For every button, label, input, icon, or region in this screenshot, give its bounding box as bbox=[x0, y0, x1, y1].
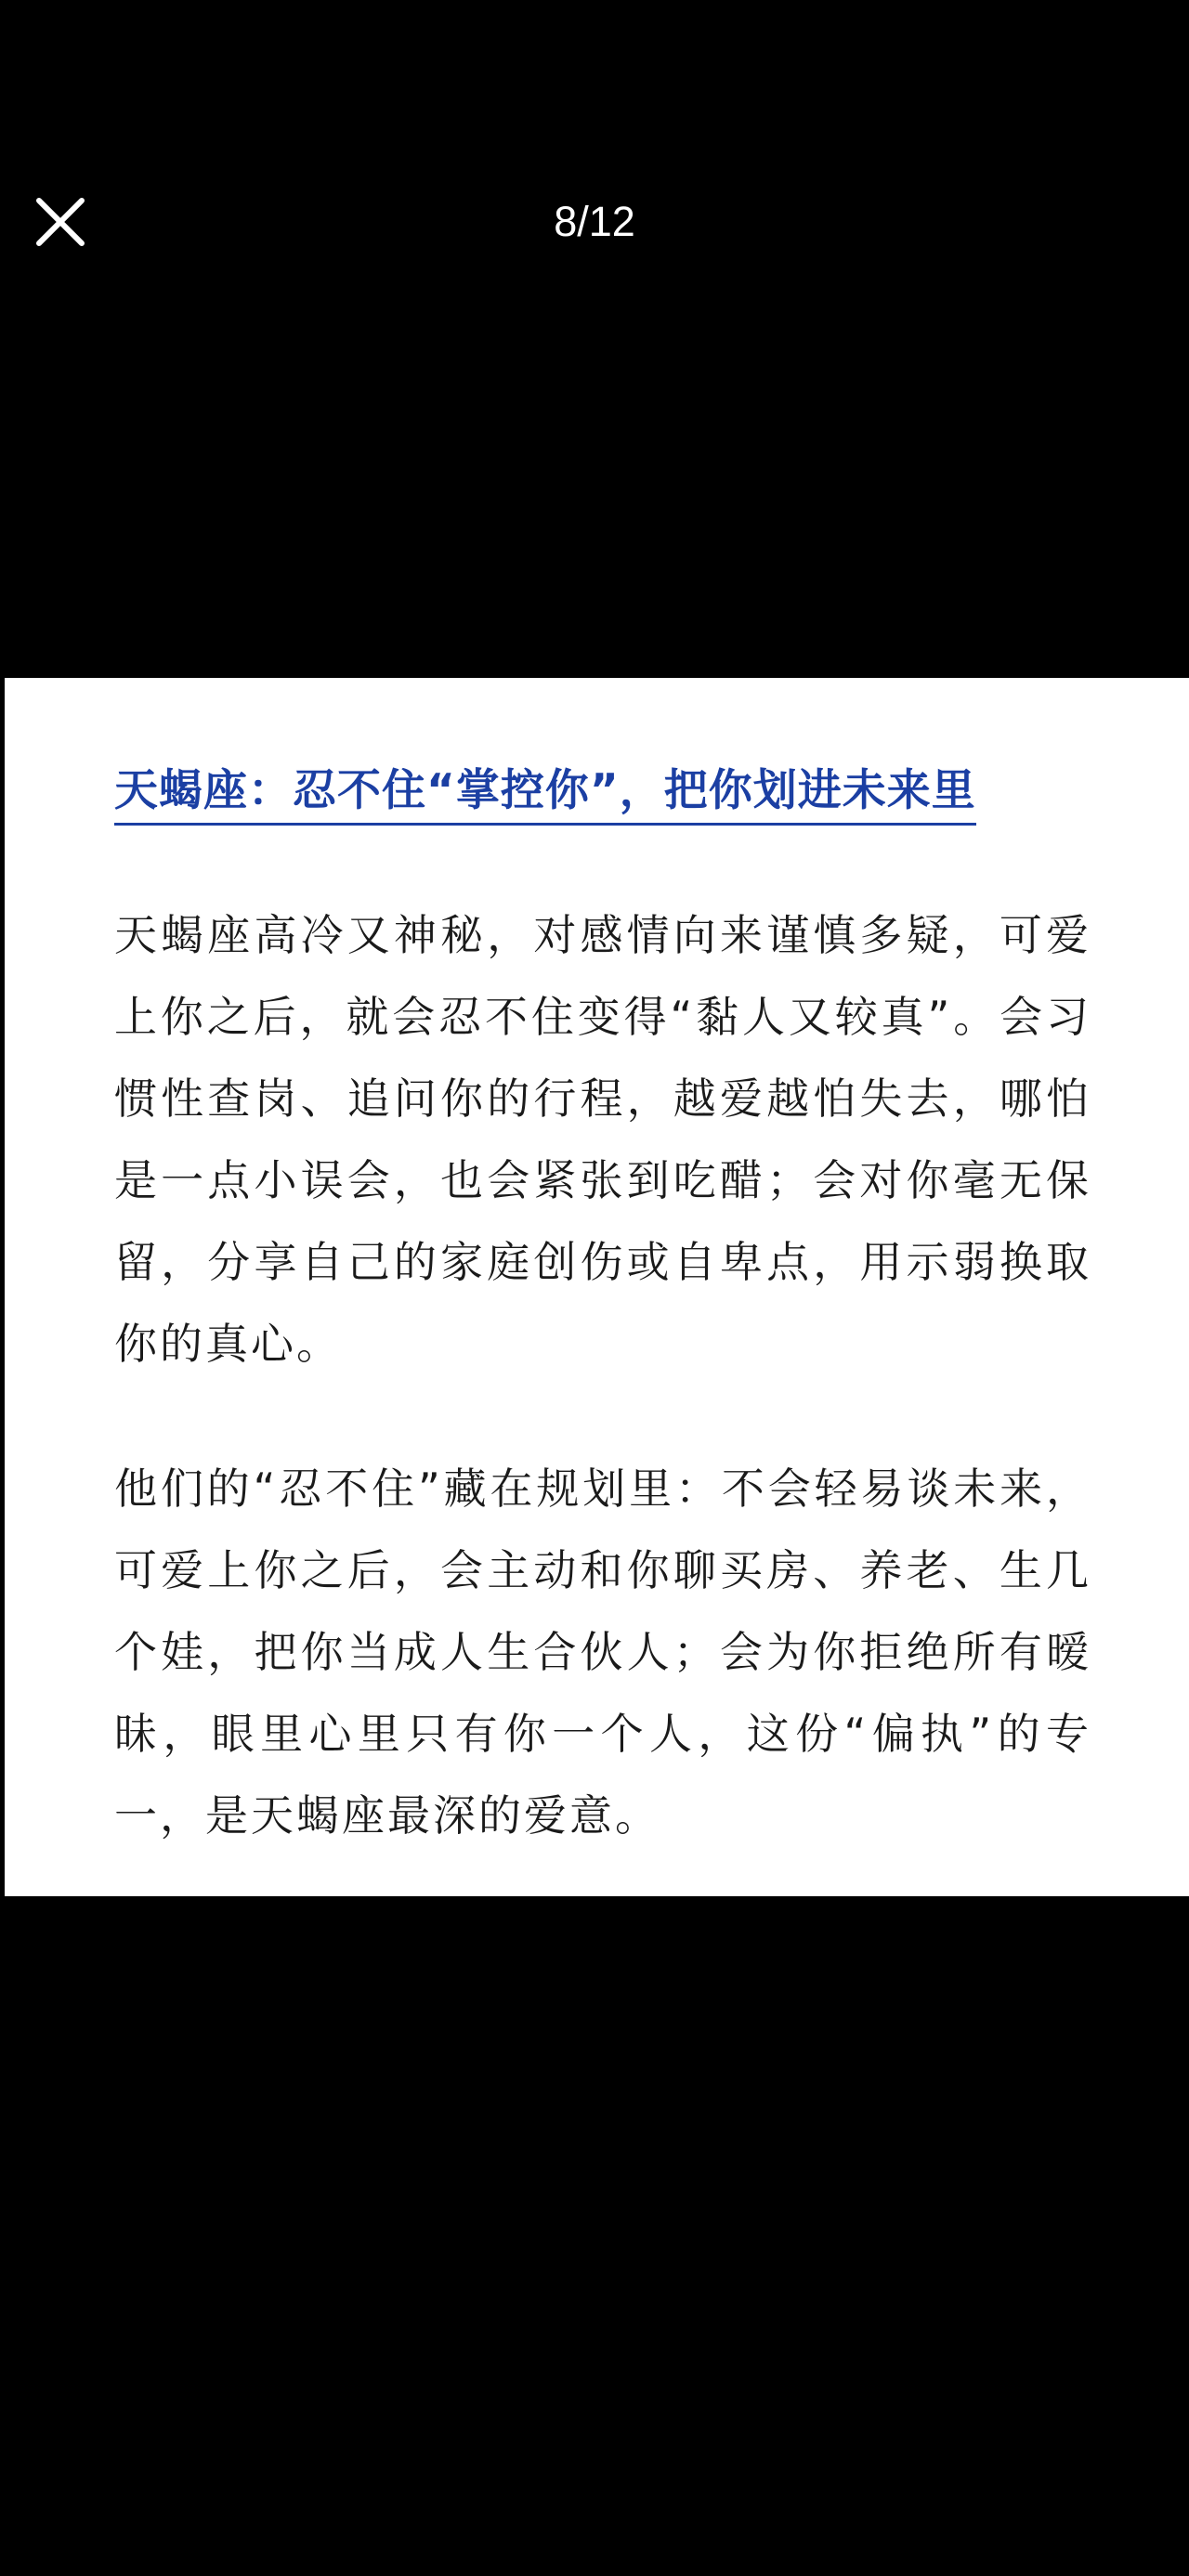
paragraph: 天蝎座高冷又神秘，对感情向来谨慎多疑，可爱上你之后，就会忍不住变得“黏人又较真”。会习惯性查岗、追问你的行程，越爱越怕失去，哪怕是一点小误会，也会紧张到吃醋；会对你毫无保留，分享自己的家庭创伤或自卑点，用示弱换取你的真心。 bbox=[114, 910, 1091, 1369]
close-icon bbox=[30, 191, 91, 253]
article-heading: 天蝎座：忍不住“掌控你”，把你划进未来里 bbox=[114, 761, 976, 826]
paragraph: 他们的“忍不住”藏在规划里：不会轻易谈未来，可爱上你之后，会主动和你聊买房、养老、生几个娃，把你当成人生合伙人；会为你拒绝所有暧昧，眼里心里只有你一个人，这份“偏执”的专一，是天蝎座最深的爱意。 bbox=[114, 1464, 1091, 1841]
viewer-top-bar bbox=[0, 0, 1189, 279]
image-content bbox=[5, 678, 1189, 1896]
close-button[interactable] bbox=[30, 191, 91, 253]
image-counter: 8/12 bbox=[554, 198, 635, 245]
